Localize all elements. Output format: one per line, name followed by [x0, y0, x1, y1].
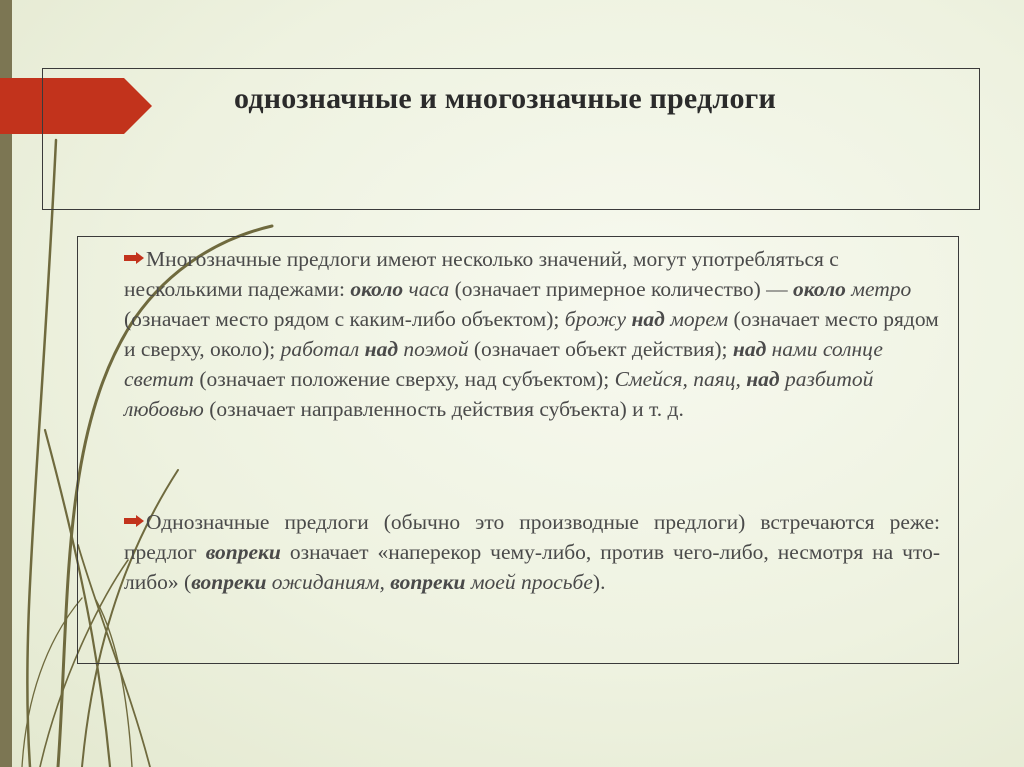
keyword-preposition: над: [746, 367, 780, 391]
keyword-preposition: вопреки: [390, 570, 466, 594]
text-run: (означает объект действия);: [468, 337, 733, 361]
text-run: Однозначные предлоги (обычно это производные предлоги) встречаются реже: предлог: [124, 510, 940, 564]
example-text: нами солнце светит: [124, 337, 883, 391]
text-run: Многозначные предлоги имеют несколько значений, могут употребляться с несколькими падежами:: [124, 247, 839, 301]
keyword-preposition: над: [631, 307, 665, 331]
paragraph-monosemous: [124, 507, 940, 597]
keyword-preposition: вопреки: [205, 540, 281, 564]
paragraph-polysemous: [124, 244, 944, 424]
text-run: (означает примерное количество) —: [449, 277, 794, 301]
keyword-preposition: около: [793, 277, 846, 301]
text-run: означает «наперекор чему-либо, против чего-либо, несмотря на что-либо» (: [124, 540, 940, 594]
paragraph-monosemous-text: [124, 510, 940, 594]
arrow-bullet-icon: [124, 515, 144, 527]
example-text: морем: [664, 307, 729, 331]
example-text: Смейся, паяц,: [614, 367, 747, 391]
example-text: поэмой: [398, 337, 469, 361]
keyword-preposition: над: [732, 337, 767, 361]
paragraph-polysemous-text: [124, 247, 939, 421]
example-text: ожиданиям,: [266, 570, 391, 594]
example-text: метро: [845, 277, 912, 301]
text-run: (означает положение сверху, над субъектом);: [193, 367, 615, 391]
text-run: (означает направленность действия субъекта) и т. д.: [203, 397, 684, 421]
arrow-bullet-icon: [124, 252, 144, 264]
keyword-preposition: вопреки: [191, 570, 267, 594]
example-text: часа: [403, 277, 450, 301]
keyword-preposition: около: [350, 277, 404, 301]
keyword-preposition: над: [364, 337, 399, 361]
text-run: (означает место рядом с каким-либо объектом);: [124, 307, 565, 331]
page-title: однозначные и многозначные предлоги: [234, 82, 776, 115]
text-run: ).: [592, 570, 606, 594]
example-text: брожу: [564, 307, 632, 331]
example-text: разбитой любовью: [124, 367, 874, 421]
example-text: работал: [280, 337, 365, 361]
text-run: (означает место рядом и сверху, около);: [124, 307, 939, 361]
example-text: моей просьбе: [465, 570, 593, 594]
